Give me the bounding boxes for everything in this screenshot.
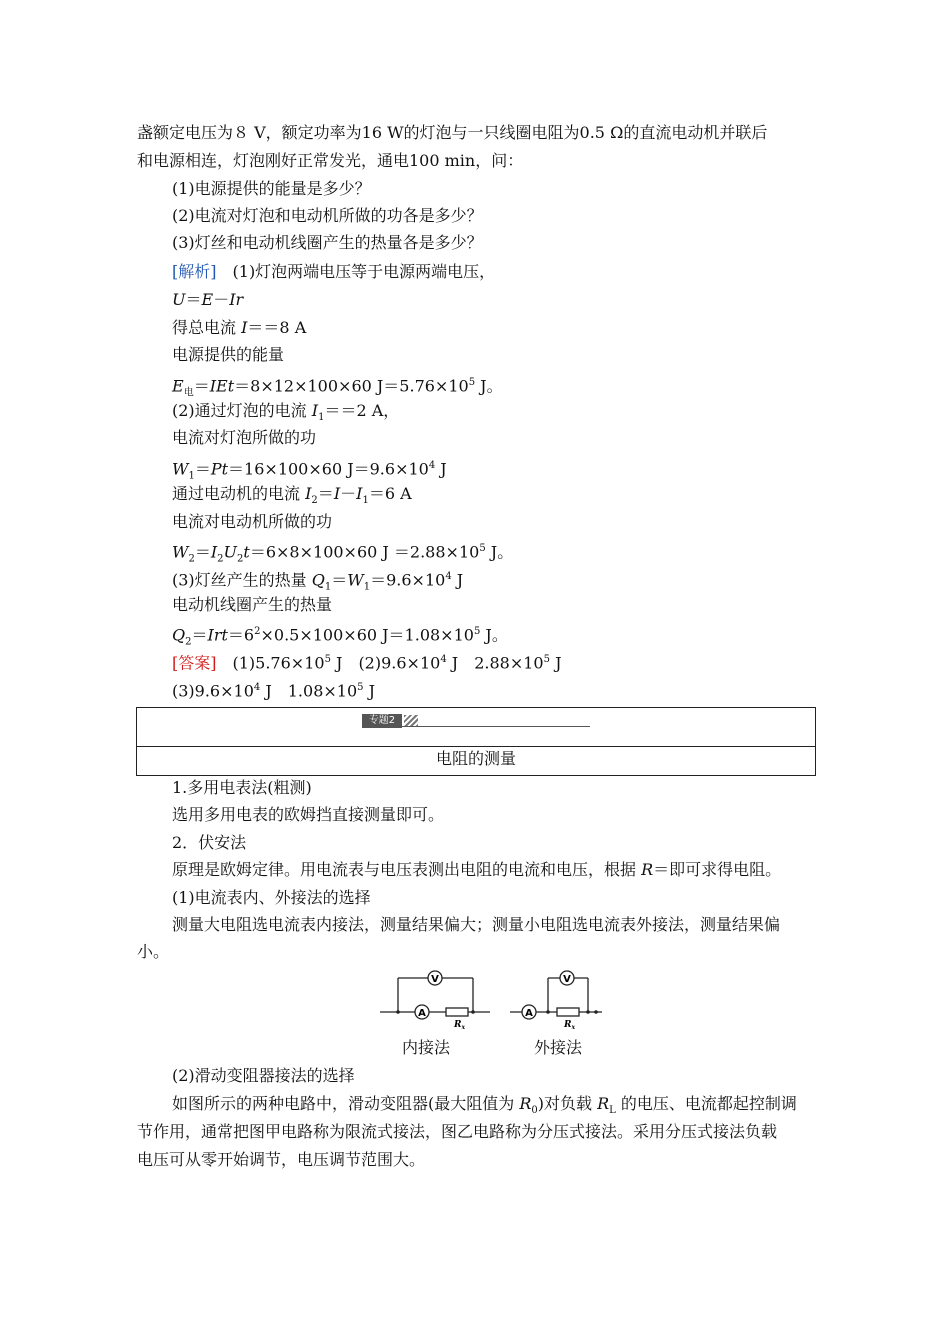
subsection-2-heading: (2)滑动变阻器接法的选择 [172,1066,355,1085]
answer-tag: [答案] [172,653,217,673]
resistor-label: $R_x$ [564,1020,576,1030]
outer-connection-diagram [510,968,602,1030]
question-3: (3)灯丝和电动机线圈产生的热量各是多少？ [172,233,483,252]
solution-line-12: (3)灯丝产生的热量 $Q_1=W_1=9.6\times 10^4$ J [172,570,464,593]
resistor-label: $R_x$ [454,1020,466,1030]
caption-outer-connection: 外接法 [534,1038,583,1057]
svg-text:V: V [563,974,571,985]
method-1-desc: 选用多用电表的欧姆挡直接测量即可。 [172,805,445,824]
solution-line-1: [解析] (1)灯泡两端电压等于电源两端电压， [172,262,496,281]
solution-line-9: 通过电动机的电流 $I_2=I-I_1=6$ A [172,484,412,507]
answer-line-2: $(3)9.6\times 10^4$ J $1.08\times 10^5$ J [172,681,376,701]
problem-line-2: 和电源相连，灯泡刚好正常发光，通电100 min，问： [137,151,524,170]
solution-tag: [解析] [172,262,217,281]
subsection-1-desc-2: 小。 [137,942,170,961]
solution-line-3: 得总电流 I＝＝8 A [172,318,307,337]
svg-text:A: A [525,1008,533,1019]
subsection-2-desc-3: 电压可从零开始调节，电压调节范围大。 [137,1150,426,1169]
subsection-2-desc-1: 如图所示的两种电路中，滑动变阻器(最大阻值为 $R_0$)对负载 $R_L$ 的电压、电流都起控制调 [172,1094,797,1117]
section-badge [362,714,590,728]
resistor-icon [446,1008,468,1016]
question-1: (1)电源提供的能量是多少？ [172,179,371,198]
voltmeter-icon [560,971,574,985]
solution-line-10: 电流对电动机所做的功 [172,512,333,531]
subsection-1-heading: (1)电流表内、外接法的选择 [172,888,371,907]
solution-line-2: U＝E－Ir [172,290,244,309]
problem-line-1: 盏额定电压为８ V，额定功率为16 W的灯泡与一只线圈电阻为0.5 Ω的直流电动机并联后 [137,123,768,142]
subsection-1-desc-1: 测量大电阻选电流表内接法，测量结果偏大；测量小电阻选电流表外接法，测量结果偏 [172,915,781,934]
solution-line-4: 电源提供的能量 [172,345,285,364]
method-2-heading: 2．伏安法 [172,833,247,852]
ammeter-icon [415,1005,429,1019]
solution-line-14: $Q_2=Irt=6^2\times 0.5\times 100\times 60$ $J=1.08\times 10^5$ J。 [172,625,508,648]
badge-rule [402,726,590,727]
ammeter-icon [522,1005,536,1019]
solution-line-8: $W_1=Pt=16\times 100\times 60$ $J=9.6\times 10^4$ J [172,459,447,482]
voltmeter-icon [428,971,442,985]
solution-line-7: 电流对灯泡所做的功 [172,428,317,447]
svg-text:A: A [418,1008,426,1019]
method-2-desc: 原理是欧姆定律。用电流表与电压表测出电阻的电流和电压，根据 R＝即可求得电阻。 [172,860,782,879]
subsection-2-desc-2: 节作用，通常把图甲电路称为限流式接法，图乙电路称为分压式接法。采用分压式接法负载 [137,1122,778,1141]
question-2: (2)电流对灯泡和电动机所做的功各是多少？ [172,206,483,225]
answer-line-1: [答案] $(1)5.76\times 10^5$ J $(2)9.6\times 10^4$ J $2.88\times 10^5$ J [172,653,562,673]
svg-text:V: V [431,974,439,985]
method-1-heading: 1.多用电表法(粗测) [172,778,312,797]
caption-inner-connection: 内接法 [402,1038,451,1057]
solution-line-11: $W_2=I_2U_2t=6\times 8\times 100\times 60$ $J =2.88\times 10^5$ J。 [172,542,514,565]
solution-line-6: (2)通过灯泡的电流 $I_1==2$ A， [172,401,400,424]
solution-line-5: $E_电=IEt=8\times 12\times 100\times 60$ $J=5.76\times 10^5$ J。 [172,376,503,399]
resistor-icon [557,1008,579,1016]
inner-connection-diagram [380,968,490,1030]
section-badge-label: 专题2 [362,714,402,728]
section-title-box [136,745,816,776]
solution-line-13: 电动机线圈产生的热量 [172,595,333,614]
section-title: 电阻的测量 [435,749,516,768]
